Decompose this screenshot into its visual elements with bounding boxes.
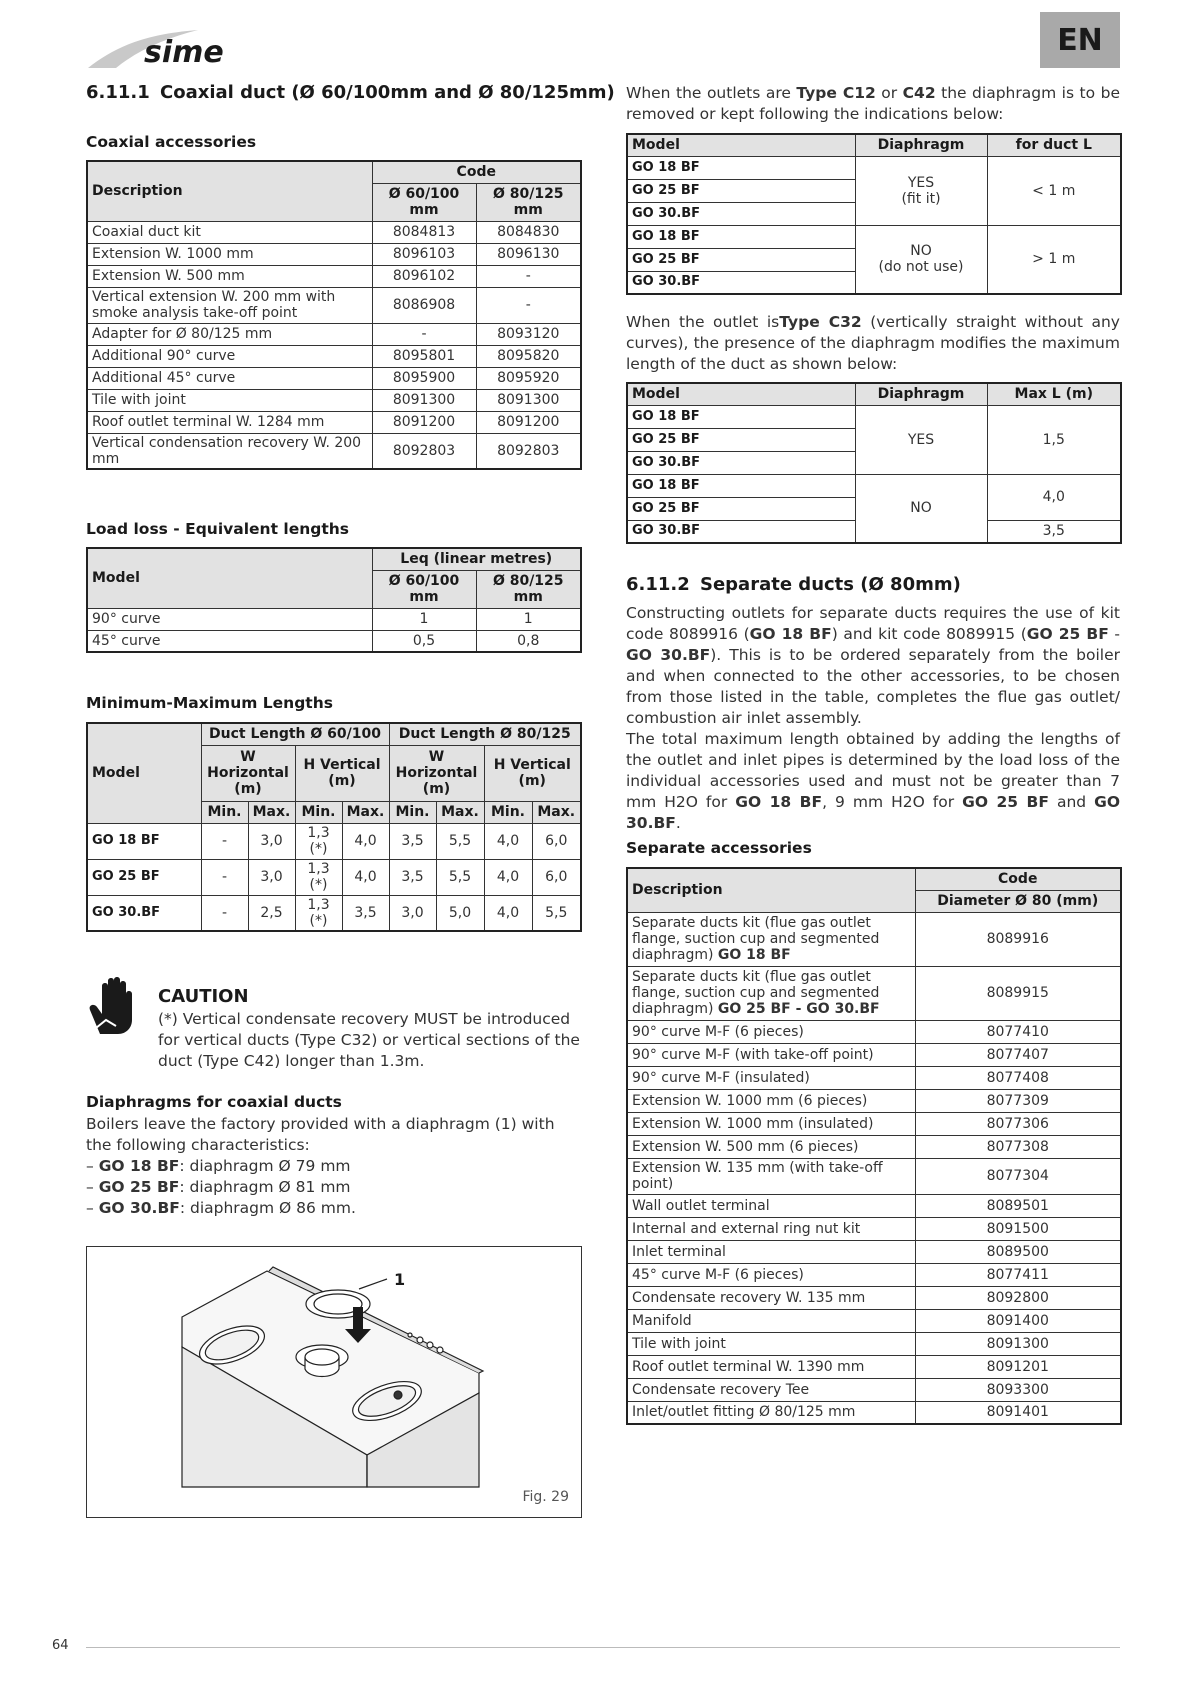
diaphragms-title: Diaphragms for coaxial ducts [86,1093,342,1111]
cell-code-60: 8084813 [372,221,476,243]
cell-code-80: 8096130 [476,243,581,265]
cell-value: 4,0 [484,823,532,859]
model-name: GO 30.BF [626,793,1121,832]
cell-desc: 90° curve M-F (6 pieces) [627,1020,915,1043]
col-code: Code [372,161,581,183]
cell-max-l: 4,0 [987,474,1121,520]
text-part: Separate ducts kit (flue gas outlet flange, suction cup and segmented diaphragm) [632,969,880,1017]
table-row [87,411,581,433]
cell-model: GO 30.BF [627,271,855,294]
cell-value: 1,3 (*) [295,859,342,895]
col-80-125: Ø 80/125 mm [476,570,581,608]
text-part: When the outlet is [626,313,780,331]
coaxial-accessories-title: Coaxial accessories [86,133,257,151]
cell-model: GO 18 BF [627,225,855,248]
cell-code-60: 8095801 [372,345,476,367]
cell-model: GO 18 BF [627,156,855,179]
cell-model: GO 25 BF [627,248,855,271]
cell-leq-80: 1 [476,608,581,630]
caution-title: CAUTION [158,986,249,1007]
table-row [627,1240,1121,1263]
text-part: or [875,84,903,102]
caution-hand-icon [86,976,144,1036]
cell-code: 8091500 [915,1217,1121,1240]
col-min: Min. [295,801,342,823]
cell-code: 8089501 [915,1194,1121,1217]
model-name: GO 18 BF [735,793,823,811]
cell-diaphragm-yes: YES [855,405,987,474]
col-diaphragm: Diaphragm [855,383,987,405]
cell-code: 8091300 [915,1332,1121,1355]
model-name: GO 18 BF [717,947,791,963]
col-max: Max. [342,801,389,823]
text-part: Separate ducts kit (flue gas outlet flange, suction cup and segmented diaphragm) [632,915,880,963]
cell-model: GO 30.BF [627,520,855,543]
cell-desc: Adapter for Ø 80/125 mm [87,323,372,345]
cell-diaphragm-no: NO [855,474,987,543]
table-row [627,1332,1121,1355]
model-name: GO 18 BF [98,1157,180,1175]
cell-code-80: 8095920 [476,367,581,389]
cell-duct-gt: > 1 m [987,225,1121,294]
load-loss-title: Load loss - Equivalent lengths [86,520,350,538]
c32-intro [626,312,1120,375]
cell-desc: Vertical extension W. 200 mm with smoke analysis take-off point [87,287,372,323]
minmax-title: Minimum-Maximum Lengths [86,694,333,712]
cell-value: 5,5 [532,895,581,931]
table-row [627,1043,1121,1066]
cell-value: 5,0 [436,895,484,931]
section-title-6-11-2 [626,574,961,595]
cell-leq-80: 0,8 [476,630,581,652]
col-model: Model [87,548,372,608]
table-row [87,367,581,389]
table-row [627,1020,1121,1043]
cell-code: 8077411 [915,1263,1121,1286]
item-text: : diaphragm Ø 79 mm [179,1157,351,1175]
cell-code-60: 8092803 [372,433,476,469]
cell-desc: 45° curve M-F (6 pieces) [627,1263,915,1286]
table-row [87,345,581,367]
cell-code-80: - [476,265,581,287]
cell-duct-lt: < 1 m [987,156,1121,225]
brand-name: sime [144,35,224,70]
col-model: Model [627,134,855,156]
cell-code: 8077308 [915,1135,1121,1158]
section-heading: Separate ducts (Ø 80mm) [700,574,961,595]
col-w-horizontal: W Horizontal (m) [201,745,295,801]
cell-value: 5,5 [436,823,484,859]
cell-desc: 90° curve M-F (insulated) [627,1066,915,1089]
table-row [87,221,581,243]
cell-value: 2,5 [248,895,295,931]
table-row [87,433,581,469]
cell-desc: Additional 90° curve [87,345,372,367]
text-part: , 9 mm H2O for [822,793,963,811]
model-name: GO 30.BF [626,646,711,664]
col-h-vertical: H Vertical (m) [484,745,581,801]
brand-swoosh-icon [86,24,236,70]
cell-value: - [201,859,248,895]
cell-code-60: 8086908 [372,287,476,323]
table-row [87,895,581,931]
caution-text: (*) Vertical condensate recovery MUST be introduced for vertical ducts (Type C32) or vertical sections of the duct (Type C42) longer than 1.3m. [158,1010,580,1070]
diaphragms-intro: Boilers leave the factory provided with a diaphragm (1) with the following characteristics: [86,1115,555,1154]
cell-model: GO 30.BF [87,895,201,931]
separate-accessories-table [626,867,1122,1425]
cell-code-80: 8093120 [476,323,581,345]
table-row [87,287,581,323]
separate-ducts-paragraph-1 [626,603,1120,729]
cell-desc: Wall outlet terminal [627,1194,915,1217]
cell-code: 8092800 [915,1286,1121,1309]
table-row [627,1378,1121,1401]
cell-leq-60: 0,5 [372,630,476,652]
text-part: Constructing outlets for separate ducts requires the use of kit code 8089916 ( [626,604,1120,643]
cell-value: 4,0 [342,859,389,895]
diaphragm-list [86,1156,580,1219]
cell-desc: Extension W. 1000 mm (insulated) [627,1112,915,1135]
cell-model: GO 30.BF [627,451,855,474]
table-row [627,1309,1121,1332]
cell-model: GO 30.BF [627,202,855,225]
cell-desc: Extension W. 1000 mm (6 pieces) [627,1089,915,1112]
cell-value: - [201,823,248,859]
text-part: ). This is to be ordered separately from the boiler and when connected to the other accessories, to be chosen from those listed in the table, completes the flue gas outlet/ combustion air inlet assembly. [626,646,1121,727]
cell-value: 3,5 [389,859,436,895]
section-title-6-11-1 [86,82,615,103]
item-text: : diaphragm Ø 86 mm. [179,1199,356,1217]
table-row [627,1355,1121,1378]
cell-desc: Condensate recovery Tee [627,1378,915,1401]
cell-value: 5,5 [436,859,484,895]
table-row [627,1263,1121,1286]
brand-logo [86,24,236,70]
cell-code: 8077407 [915,1043,1121,1066]
cell-code-60: 8095900 [372,367,476,389]
cell-desc: Internal and external ring nut kit [627,1217,915,1240]
cell-desc: Extension W. 1000 mm [87,243,372,265]
language-badge: EN [1040,12,1120,68]
col-diameter: Diameter Ø 80 (mm) [915,890,1121,912]
table-row [627,1194,1121,1217]
table-row [87,823,581,859]
cell-code-80: 8091200 [476,411,581,433]
diaphragm-yes-note: (fit it) [901,190,941,207]
cell-model: GO 25 BF [627,428,855,451]
cell-desc: Inlet terminal [627,1240,915,1263]
cell-code-80: 8084830 [476,221,581,243]
cell-value: 3,0 [389,895,436,931]
cell-diaphragm-yes [855,156,987,225]
c12-intro [626,83,1120,125]
cell-value: 3,0 [248,859,295,895]
col-leq: Leq (linear metres) [372,548,581,570]
model-name: GO 25 BF - GO 30.BF [717,1001,880,1017]
separate-ducts-paragraph-2 [626,729,1120,834]
cell-model: GO 25 BF [87,859,201,895]
text-part: (vertically straight without any curves), the presence of the diaphragm modifies the maximum length of the duct as shown below: [626,313,1120,373]
list-item: – GO 30.BF: diaphragm Ø 86 mm. [86,1199,356,1217]
col-max: Max. [436,801,484,823]
separate-accessories-title: Separate accessories [626,839,812,857]
cell-desc: Coaxial duct kit [87,221,372,243]
diaphragm-no-note: (do not use) [878,259,964,276]
cell-desc: 90° curve M-F (with take-off point) [627,1043,915,1066]
col-duct-60: Duct Length Ø 60/100 [201,723,389,745]
col-min: Min. [201,801,248,823]
cell-code-60: 8091200 [372,411,476,433]
cell-model: GO 18 BF [87,823,201,859]
table-row [87,389,581,411]
col-max: Max. [248,801,295,823]
cell-desc [627,912,915,966]
cell-model: 45° curve [87,630,372,652]
table-row [627,1286,1121,1309]
text-part: When the outlets are [626,84,797,102]
model-name: GO 25 BF [962,793,1049,811]
cell-desc: Vertical condensation recovery W. 200 mm [87,433,372,469]
cell-value: 4,0 [484,895,532,931]
table-row [87,243,581,265]
cell-code: 8091401 [915,1401,1121,1424]
cell-value: 6,0 [532,823,581,859]
c12-diaphragm-table [626,133,1122,295]
cell-code: 8077309 [915,1089,1121,1112]
diaphragm-yes: YES [907,174,935,191]
col-80-125: Ø 80/125 mm [476,183,581,221]
cell-code: 8091201 [915,1355,1121,1378]
table-row [87,630,581,652]
cell-code-60: 8096103 [372,243,476,265]
load-loss-table [86,547,582,653]
cell-desc: Extension W. 500 mm (6 pieces) [627,1135,915,1158]
table-row [627,1401,1121,1424]
table-row [627,966,1121,1020]
model-name: GO 25 BF [98,1178,180,1196]
cell-desc: Inlet/outlet fitting Ø 80/125 mm [627,1401,915,1424]
col-code: Code [915,868,1121,890]
section-number: 6.11.1 [86,82,150,103]
table-row [627,1217,1121,1240]
cell-value: 4,0 [342,823,389,859]
text-part: - [1108,625,1120,643]
table-row [627,912,1121,966]
model-name: GO 30.BF [98,1199,180,1217]
cell-code-60: 8096102 [372,265,476,287]
cell-value: 1,3 (*) [295,823,342,859]
col-description: Description [627,868,915,912]
cell-code-80: 8092803 [476,433,581,469]
col-60-100: Ø 60/100 mm [372,570,476,608]
model-name: GO 25 BF [1026,625,1109,643]
cell-code: 8093300 [915,1378,1121,1401]
cell-value: 3,5 [342,895,389,931]
cell-desc: Tile with joint [627,1332,915,1355]
col-diaphragm: Diaphragm [855,134,987,156]
text-part: the diaphragm is to be removed or kept following the indications below: [626,84,1120,123]
section-heading: Coaxial duct (Ø 60/100mm and Ø 80/125mm) [160,82,615,103]
model-name: GO 18 BF [749,625,832,643]
section-number: 6.11.2 [626,574,690,595]
cell-code: 8077408 [915,1066,1121,1089]
cell-model: GO 25 BF [627,179,855,202]
list-item: – GO 25 BF: diaphragm Ø 81 mm [86,1178,351,1196]
cell-desc: Roof outlet terminal W. 1390 mm [627,1355,915,1378]
item-text: : diaphragm Ø 81 mm [179,1178,351,1196]
text-part: The total maximum length obtained by adding the lengths of the outlet and inlet pipes is determined by the load loss of the individual accessories used and must not be greater than 7 mm H2O for [626,730,1120,811]
cell-desc: Additional 45° curve [87,367,372,389]
minmax-table [86,722,582,932]
col-max: Max. [532,801,581,823]
diaphragm-no: NO [910,243,932,260]
figure-29 [86,1246,582,1518]
callout-number: 1 [394,1270,406,1289]
table-row [87,265,581,287]
cell-desc: Extension W. 500 mm [87,265,372,287]
cell-desc [627,966,915,1020]
cell-value: 3,5 [389,823,436,859]
c32-max-length-table [626,382,1122,544]
outlet-type: Type C32 [779,313,862,331]
cell-desc: Condensate recovery W. 135 mm [627,1286,915,1309]
cell-code-80: 8095820 [476,345,581,367]
col-max-l: Max L (m) [987,383,1121,405]
table-row [87,608,581,630]
cell-desc: Manifold [627,1309,915,1332]
cell-model: GO 25 BF [627,497,855,520]
col-60-100: Ø 60/100 mm [372,183,476,221]
list-item: – GO 18 BF: diaphragm Ø 79 mm [86,1157,351,1175]
outlet-type: Type C12 [796,84,876,102]
cell-desc: Extension W. 135 mm (with take-off point) [627,1158,915,1194]
cell-code: 8089915 [915,966,1121,1020]
table-row [87,323,581,345]
cell-value: 1,3 (*) [295,895,342,931]
text-part: . [675,814,681,832]
cell-value: 6,0 [532,859,581,895]
cell-desc: Tile with joint [87,389,372,411]
col-model: Model [87,723,201,823]
cell-code: 8077306 [915,1112,1121,1135]
text-part: ) and kit code 8089915 ( [831,625,1027,643]
cell-code: 8089500 [915,1240,1121,1263]
footer-divider [86,1647,1120,1648]
figure-caption: Fig. 29 [522,1489,569,1505]
outlet-type: C42 [902,84,936,102]
page-number: 64 [52,1638,69,1653]
cell-value: 3,0 [248,823,295,859]
cell-code: 8077410 [915,1020,1121,1043]
col-w-horizontal: W Horizontal (m) [389,745,484,801]
cell-code: 8077304 [915,1158,1121,1194]
table-row [627,1112,1121,1135]
cell-max-l: 3,5 [987,520,1121,543]
cell-model: 90° curve [87,608,372,630]
cell-diaphragm-no [855,225,987,294]
cell-value: - [201,895,248,931]
cell-leq-60: 1 [372,608,476,630]
cell-code-60: 8091300 [372,389,476,411]
col-for-duct: for duct L [987,134,1121,156]
col-min: Min. [484,801,532,823]
col-model: Model [627,383,855,405]
col-min: Min. [389,801,436,823]
cell-value: 4,0 [484,859,532,895]
cell-code-80: - [476,287,581,323]
boiler-top-diagram [87,1247,581,1517]
col-h-vertical: H Vertical (m) [295,745,389,801]
cell-max-l: 1,5 [987,405,1121,474]
table-row [627,1089,1121,1112]
table-row [627,1066,1121,1089]
cell-code: 8089916 [915,912,1121,966]
table-row [627,1135,1121,1158]
cell-code-80: 8091300 [476,389,581,411]
table-row [87,859,581,895]
col-description: Description [87,161,372,221]
cell-code-60: - [372,323,476,345]
cell-code: 8091400 [915,1309,1121,1332]
text-part: and [1048,793,1095,811]
col-duct-80: Duct Length Ø 80/125 [389,723,581,745]
cell-desc: Roof outlet terminal W. 1284 mm [87,411,372,433]
cell-model: GO 18 BF [627,474,855,497]
table-row [627,1158,1121,1194]
cell-model: GO 18 BF [627,405,855,428]
coaxial-accessories-table [86,160,582,470]
